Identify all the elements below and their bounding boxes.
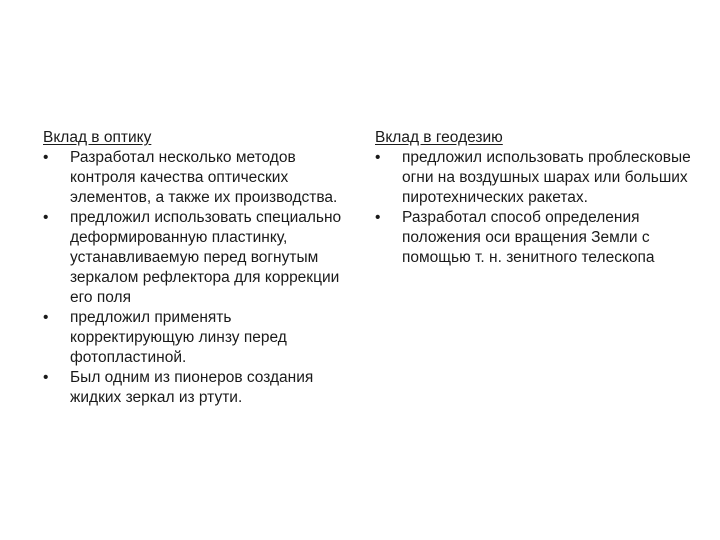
optics-column	[43, 128, 348, 408]
optics-heading: Вклад в оптику	[43, 129, 152, 146]
list-item	[43, 368, 348, 408]
list-item	[43, 148, 348, 208]
list-item-text: предложил использовать проблесковые огни на воздушных шарах или больших пиротехнических ракетах.	[402, 149, 691, 206]
bullet-icon: •	[43, 209, 49, 226]
geodesy-list	[375, 148, 695, 268]
bullet-icon: •	[43, 369, 49, 386]
bullet-icon: •	[43, 149, 49, 166]
list-item	[375, 208, 695, 268]
geodesy-heading: Вклад в геодезию	[375, 129, 503, 146]
list-item-text: предложил использовать специально деформированную пластинку, устанавливаемую перед вогнутым зеркалом рефлектора для коррекции его поля	[70, 209, 342, 306]
list-item	[43, 308, 348, 368]
list-item-text: предложил применять корректирующую линзу перед фотопластиной.	[70, 309, 287, 366]
list-item	[375, 148, 695, 208]
bullet-icon: •	[375, 209, 381, 226]
optics-list	[43, 148, 348, 408]
bullet-icon: •	[43, 309, 49, 326]
bullet-icon: •	[375, 149, 381, 166]
list-item-text: Разработал способ определения положения оси вращения Земли с помощью т. н. зенитного телескопа	[402, 209, 655, 266]
list-item-text: Разработал несколько методов контроля качества оптических элементов, а также их производства.	[70, 149, 338, 206]
list-item-text: Был одним из пионеров создания жидких зеркал из ртути.	[70, 369, 314, 406]
geodesy-column	[375, 128, 695, 268]
list-item	[43, 208, 348, 308]
